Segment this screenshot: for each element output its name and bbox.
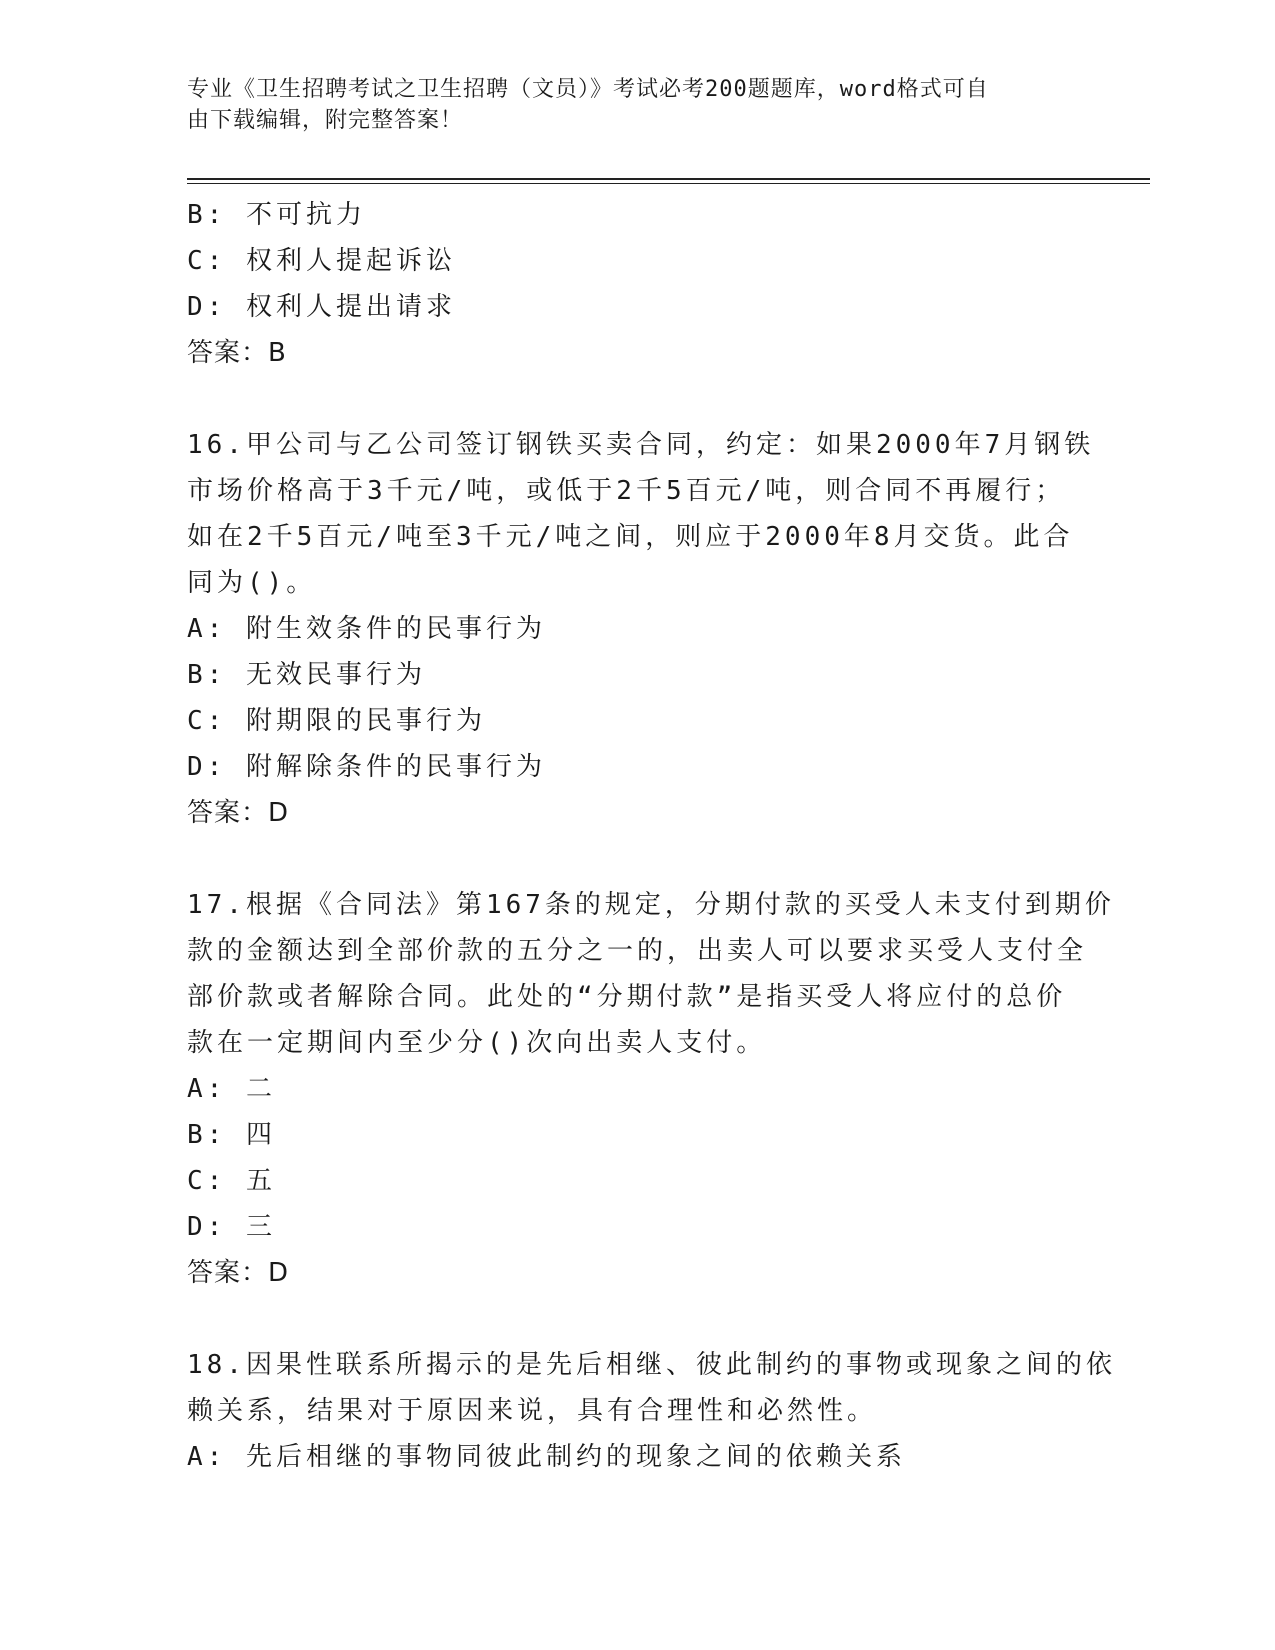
option-c: C: 五 [187, 1166, 276, 1196]
question-text-line: 部价款或者解除合同。此处的“分期付款”是指买受人将应付的总价 [187, 982, 1067, 1012]
option-d: D: 附解除条件的民事行为 [187, 752, 546, 782]
header-line-2: 由下载编辑，附完整答案！ [187, 108, 464, 133]
option-c: C: 权利人提起诉讼 [187, 246, 456, 276]
option-d: D: 权利人提出请求 [187, 292, 456, 322]
question-text-line: 款的金额达到全部价款的五分之一的，出卖人可以要求买受人支付全 [187, 936, 1088, 966]
header-line-1: 专业《卫生招聘考试之卫生招聘（文员）》考试必考200题题库，word格式可自 [187, 77, 989, 102]
option-a: A: 二 [187, 1074, 276, 1104]
question-text-line: 17.根据《合同法》第167条的规定，分期付款的买受人未支付到期价 [187, 890, 1115, 920]
option-b: B: 四 [187, 1120, 276, 1150]
block-spacer [187, 1296, 1087, 1342]
question-text-line: 市场价格高于3千元/吨，或低于2千5百元/吨，则合同不再履行； [187, 476, 1066, 506]
option-d: D: 三 [187, 1212, 276, 1242]
question-text-line: 赖关系，结果对于原因来说，具有合理性和必然性。 [187, 1396, 878, 1426]
header-divider [187, 178, 1150, 184]
document-header [187, 74, 1087, 136]
question-text-line: 16.甲公司与乙公司签订钢铁买卖合同，约定：如果2000年7月钢铁 [187, 430, 1095, 460]
option-c: C: 附期限的民事行为 [187, 706, 486, 736]
question-text-line: 同为()。 [187, 568, 317, 598]
answer-line: 答案：D [187, 1258, 290, 1288]
question-block-16 [187, 422, 1095, 836]
question-block-15 [187, 192, 1087, 376]
question-text-line: 如在2千5百元/吨至3千元/吨之间，则应于2000年8月交货。此合 [187, 522, 1074, 552]
question-block-18 [187, 1342, 1116, 1480]
option-b: B: 不可抗力 [187, 200, 366, 230]
question-block-17 [187, 882, 1115, 1296]
answer-line: 答案：D [187, 798, 290, 828]
answer-line: 答案：B [187, 338, 287, 368]
option-a: A: 先后相继的事物同彼此制约的现象之间的依赖关系 [187, 1442, 906, 1472]
question-content [187, 192, 1116, 1480]
block-spacer [187, 836, 1087, 882]
option-b: B: 无效民事行为 [187, 660, 426, 690]
option-a: A: 附生效条件的民事行为 [187, 614, 546, 644]
block-spacer [187, 376, 1087, 422]
question-text-line: 18.因果性联系所揭示的是先后相继、彼此制约的事物或现象之间的依 [187, 1350, 1116, 1380]
question-text-line: 款在一定期间内至少分()次向出卖人支付。 [187, 1028, 767, 1058]
